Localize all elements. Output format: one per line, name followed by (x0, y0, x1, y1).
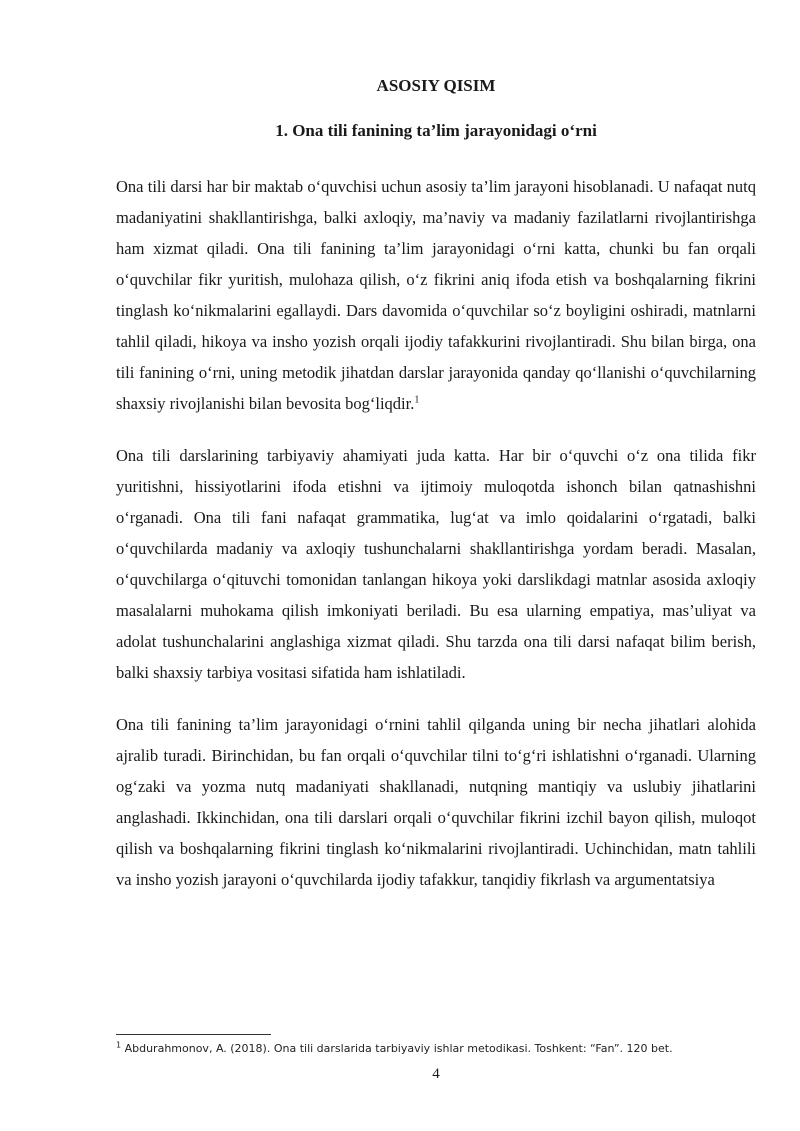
chapter-heading: 1. Ona tili fanining ta’lim jarayonidagi o‘rni (275, 121, 597, 140)
paragraph-3: Ona tili fanining ta’lim jarayonidagi o‘rnini tahlil qilganda uning bir necha jihatlari alohida ajralib turadi. Birinchidan, bu fan orqali o‘quvchilar tilni to‘g‘ri ishlatishni o‘rganadi. Ularning og‘zaki va yozma nutq madaniyati shakllanadi, nutqning mantiqiy va uslubiy jihatlarini anglashadi. Ikkinchidan, ona tili darslari orqali o‘quvchilar fikrini izchil bayon qilish, muloqot qilish va boshqalarning fikrini tinglash ko‘nikmalarini rivojlantiradi. Uchinchidan, matn tahlili va insho yozish jarayoni o‘quvchilarda ijodiy tafakkur, tanqidiy fikrlash va argumentatsiya (116, 715, 756, 889)
footnote (116, 1041, 756, 1057)
paragraph-1 (116, 171, 756, 419)
footnote-mark: 1 (116, 1040, 122, 1050)
section-heading: ASOSIY QISIM (376, 76, 496, 95)
paragraph-2: Ona tili darslarining tarbiyaviy ahamiyati juda katta. Har bir o‘quvchi o‘z ona tilida fikr yuritishni, hissiyotlarini ifoda etishni va ijtimoiy muloqotda ishonch bilan qatnashishni o‘rganadi. Ona tili fani nafaqat grammatika, lug‘at va imlo qoidalarini o‘rgatadi, balki o‘quvchilarda madaniy va axloqiy tushunchalarni shakllantirishga yordam beradi. Masalan, o‘quvchilarga o‘qituvchi tomonidan tanlangan hikoya yoki darslikdagi matnlar asosida axloqiy masalalarni muhokama qilish imkoniyati beriladi. Bu esa ularning empatiya, mas’uliyat va adolat tushunchalarini anglashiga xizmat qiladi. Shu tarzda ona tili darsi nafaqat bilim berish, balki shaxsiy tarbiya vositasi sifatida ham ishlatiladi. (116, 446, 756, 682)
body-text (116, 171, 756, 916)
paragraph-1-text: Ona tili darsi har bir maktab o‘quvchisi uchun asosiy ta’lim jarayoni hisoblanadi. U nafaqat nutq madaniyatini shakllantirishga, balki axloqiy, ma’naviy va madaniy fazilatlarni rivojlantirishga ham xizmat qiladi. Ona tili fanining ta’lim jarayonidagi o‘rni katta, chunki bu fan orqali o‘quvchilar fikr yuritish, mulohaza qilish, o‘z fikrini aniq ifoda etish va boshqalarning fikrini tinglash ko‘nikmalarini egallaydi. Dars davomida o‘quvchilar so‘z boyligini oshiradi, matnlarni tahlil qiladi, hikoya va insho yozish orqali ijodiy tafakkurini rivojlantiradi. Shu bilan birga, ona tili fanining o‘rni, uning metodik jihatdan darslar jarayonida qanday qo‘llanishi o‘quvchilarning shaxsiy rivojlanishi bilan bevosita bog‘liqdir. (116, 177, 756, 413)
page-number: 4 (432, 1066, 440, 1082)
footnote-reference[interactable]: 1 (414, 394, 420, 406)
footnote-text: Abdurahmonov, A. (2018). Ona tili darslarida tarbiyaviy ishlar metodikasi. Toshkent: “Fan”. 120 bet. (124, 1042, 673, 1055)
footnote-divider (116, 1034, 271, 1035)
